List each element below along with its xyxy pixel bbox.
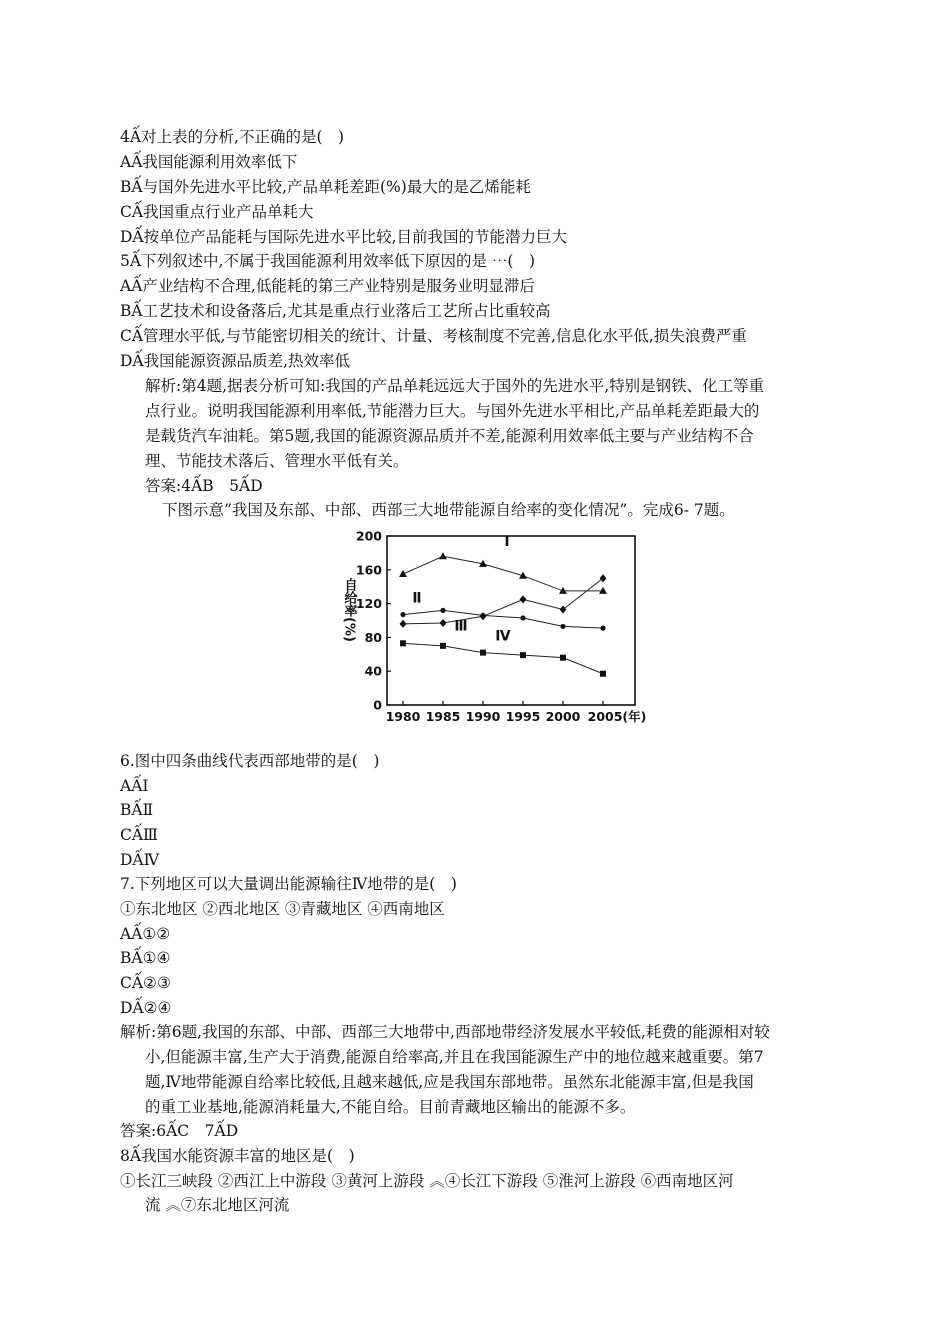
question-6-option-a: AẤⅠ xyxy=(120,777,149,795)
question-5-option-d: DẤ我国能源资源品质差,热效率低 xyxy=(120,352,351,370)
series-label: Ⅲ xyxy=(454,618,468,635)
analysis-1-line-2: 点行业。说明我国能源利用率低,节能潜力巨大。与国外先进水平相比,产品单耗差距最大的 xyxy=(145,402,760,420)
question-6-option-d: DẤⅣ xyxy=(120,851,160,869)
analysis-2-line-4: 的重工业基地,能源消耗量大,不能自给。目前青藏地区输出的能源不多。 xyxy=(145,1098,636,1116)
question-8-stem: 8Ấ我国水能资源丰富的地区是( ) xyxy=(120,1147,355,1165)
answer-1: 答案:4ẤB 5ẤD xyxy=(145,477,263,495)
analysis-1-line-1: 解析:第4题,据表分析可知:我国的产品单耗远远大于国外的先进水平,特别是钢铁、化工等重 xyxy=(145,377,765,395)
data-point xyxy=(560,655,566,661)
series-label: Ⅳ xyxy=(495,628,511,645)
question-7-option-d: DẤ②④ xyxy=(120,999,172,1017)
question-4-option-b: BẤ与国外先进水平比较,产品单耗差距(%)最大的是乙烯能耗 xyxy=(120,178,531,196)
data-point xyxy=(600,574,607,582)
analysis-2-line-3: 题,Ⅳ地带能源自给率比较低,且越来越低,应是我国东部地带。虽然东北能源丰富,但是我国 xyxy=(145,1073,754,1091)
question-6-option-b: BẤⅡ xyxy=(120,801,154,819)
question-5-option-c: CẤ管理水平低,与节能密切相关的统计、计量、考核制度不完善,信息化水平低,损失浪费严重 xyxy=(120,327,747,345)
y-axis-label: 自给率(%) xyxy=(341,578,357,642)
analysis-1-line-4: 理、节能技术落后、管理水平低有关。 xyxy=(145,452,409,470)
data-point xyxy=(600,626,605,631)
question-7-stem: 7.下列地区可以大量调出能源输往Ⅳ地带的是( ) xyxy=(120,875,457,893)
data-point xyxy=(440,608,445,613)
analysis-1-line-3: 是载货汽车油耗。第5题,我国的能源资源品质并不差,能源利用效率低主要与产业结构不合 xyxy=(145,427,754,445)
plot-frame xyxy=(387,533,635,705)
question-6-stem: 6.图中四条曲线代表西部地带的是( ) xyxy=(120,752,380,770)
y-tick-label: 0 xyxy=(373,697,382,713)
question-7-choices: ①东北地区 ②西北地区 ③青藏地区 ④西南地区 xyxy=(120,900,445,918)
answer-2: 答案:6ẤC 7ẤD xyxy=(120,1122,239,1140)
x-tick-label: 1990 xyxy=(465,709,501,724)
data-point xyxy=(559,587,567,594)
y-tick-label: 160 xyxy=(355,562,382,578)
question-4-stem: 4Ấ对上表的分析,不正确的是( ) xyxy=(120,128,345,146)
y-tick-label: 40 xyxy=(364,663,382,679)
data-point xyxy=(520,652,526,658)
series-line xyxy=(403,610,603,628)
question-5-option-b: BẤ工艺技术和设备落后,尤其是重点行业落后工艺所占比重较高 xyxy=(120,302,551,320)
question-6-option-c: CẤⅢ xyxy=(120,826,159,844)
data-point xyxy=(520,595,527,603)
data-point xyxy=(480,650,486,656)
question-4-option-a: AẤ我国能源利用效率低下 xyxy=(120,153,298,171)
question-4-option-d: DẤ按单位产品能耗与国际先进水平比较,目前我国的节能潜力巨大 xyxy=(120,228,568,246)
data-point xyxy=(400,640,406,646)
question-5-option-a: AẤ产业结构不合理,低能耗的第三产业特别是服务业明显滞后 xyxy=(120,277,535,295)
series-line xyxy=(403,643,603,673)
data-point xyxy=(480,612,487,620)
data-point xyxy=(560,624,565,629)
data-point xyxy=(440,643,446,649)
series-line xyxy=(403,556,603,591)
x-tick-label: 1980 xyxy=(385,709,421,724)
data-point xyxy=(560,606,567,614)
question-7-option-b: BẤ①④ xyxy=(120,949,171,967)
x-tick-label: 2005(年) xyxy=(587,709,647,724)
series-label: Ⅰ xyxy=(504,533,510,550)
question-8-options-line-1: ①长江三峡段 ②西江上中游段 ③黄河上游段 ︽④长江下游段 ⑤淮河上游段 ⑥西南地区河 xyxy=(120,1172,734,1190)
y-tick-label: 80 xyxy=(364,629,382,645)
chart-intro: 下图示意”我国及东部、中部、西部三大地带能源自给率的变化情况”。完成6- 7题。 xyxy=(162,501,735,519)
data-point xyxy=(439,552,447,559)
y-tick-label: 200 xyxy=(355,528,382,544)
question-7-option-c: CẤ②③ xyxy=(120,974,171,992)
question-5-stem: 5Ấ下列叙述中,不属于我国能源利用效率低下原因的是 ⋯( ) xyxy=(120,252,536,270)
data-point xyxy=(599,587,607,594)
question-4-option-c: CẤ我国重点行业产品单耗大 xyxy=(120,203,314,221)
data-point xyxy=(399,570,407,577)
data-point xyxy=(400,612,405,617)
question-7-option-a: AẤ①② xyxy=(120,925,171,943)
analysis-2-line-1: 解析:第6题,我国的东部、中部、西部三大地带中,西部地带经济发展水平较低,耗费的能源相对较 xyxy=(120,1023,770,1041)
series-label: Ⅱ xyxy=(412,590,422,607)
self-sufficiency-chart xyxy=(335,528,655,728)
x-tick-label: 2000 xyxy=(545,709,581,724)
data-point xyxy=(440,619,447,627)
y-tick-label: 120 xyxy=(355,596,382,612)
question-8-options-line-2: 流 ︽⑦东北地区河流 xyxy=(145,1196,290,1214)
data-point xyxy=(520,615,525,620)
data-point xyxy=(400,620,407,628)
data-point xyxy=(600,671,606,677)
x-tick-label: 1995 xyxy=(505,709,541,724)
x-tick-label: 1985 xyxy=(425,709,461,724)
analysis-2-line-2: 小,但能源丰富,生产大于消费,能源自给率高,并且在我国能源生产中的地位越来越重要。第7 xyxy=(145,1048,764,1066)
